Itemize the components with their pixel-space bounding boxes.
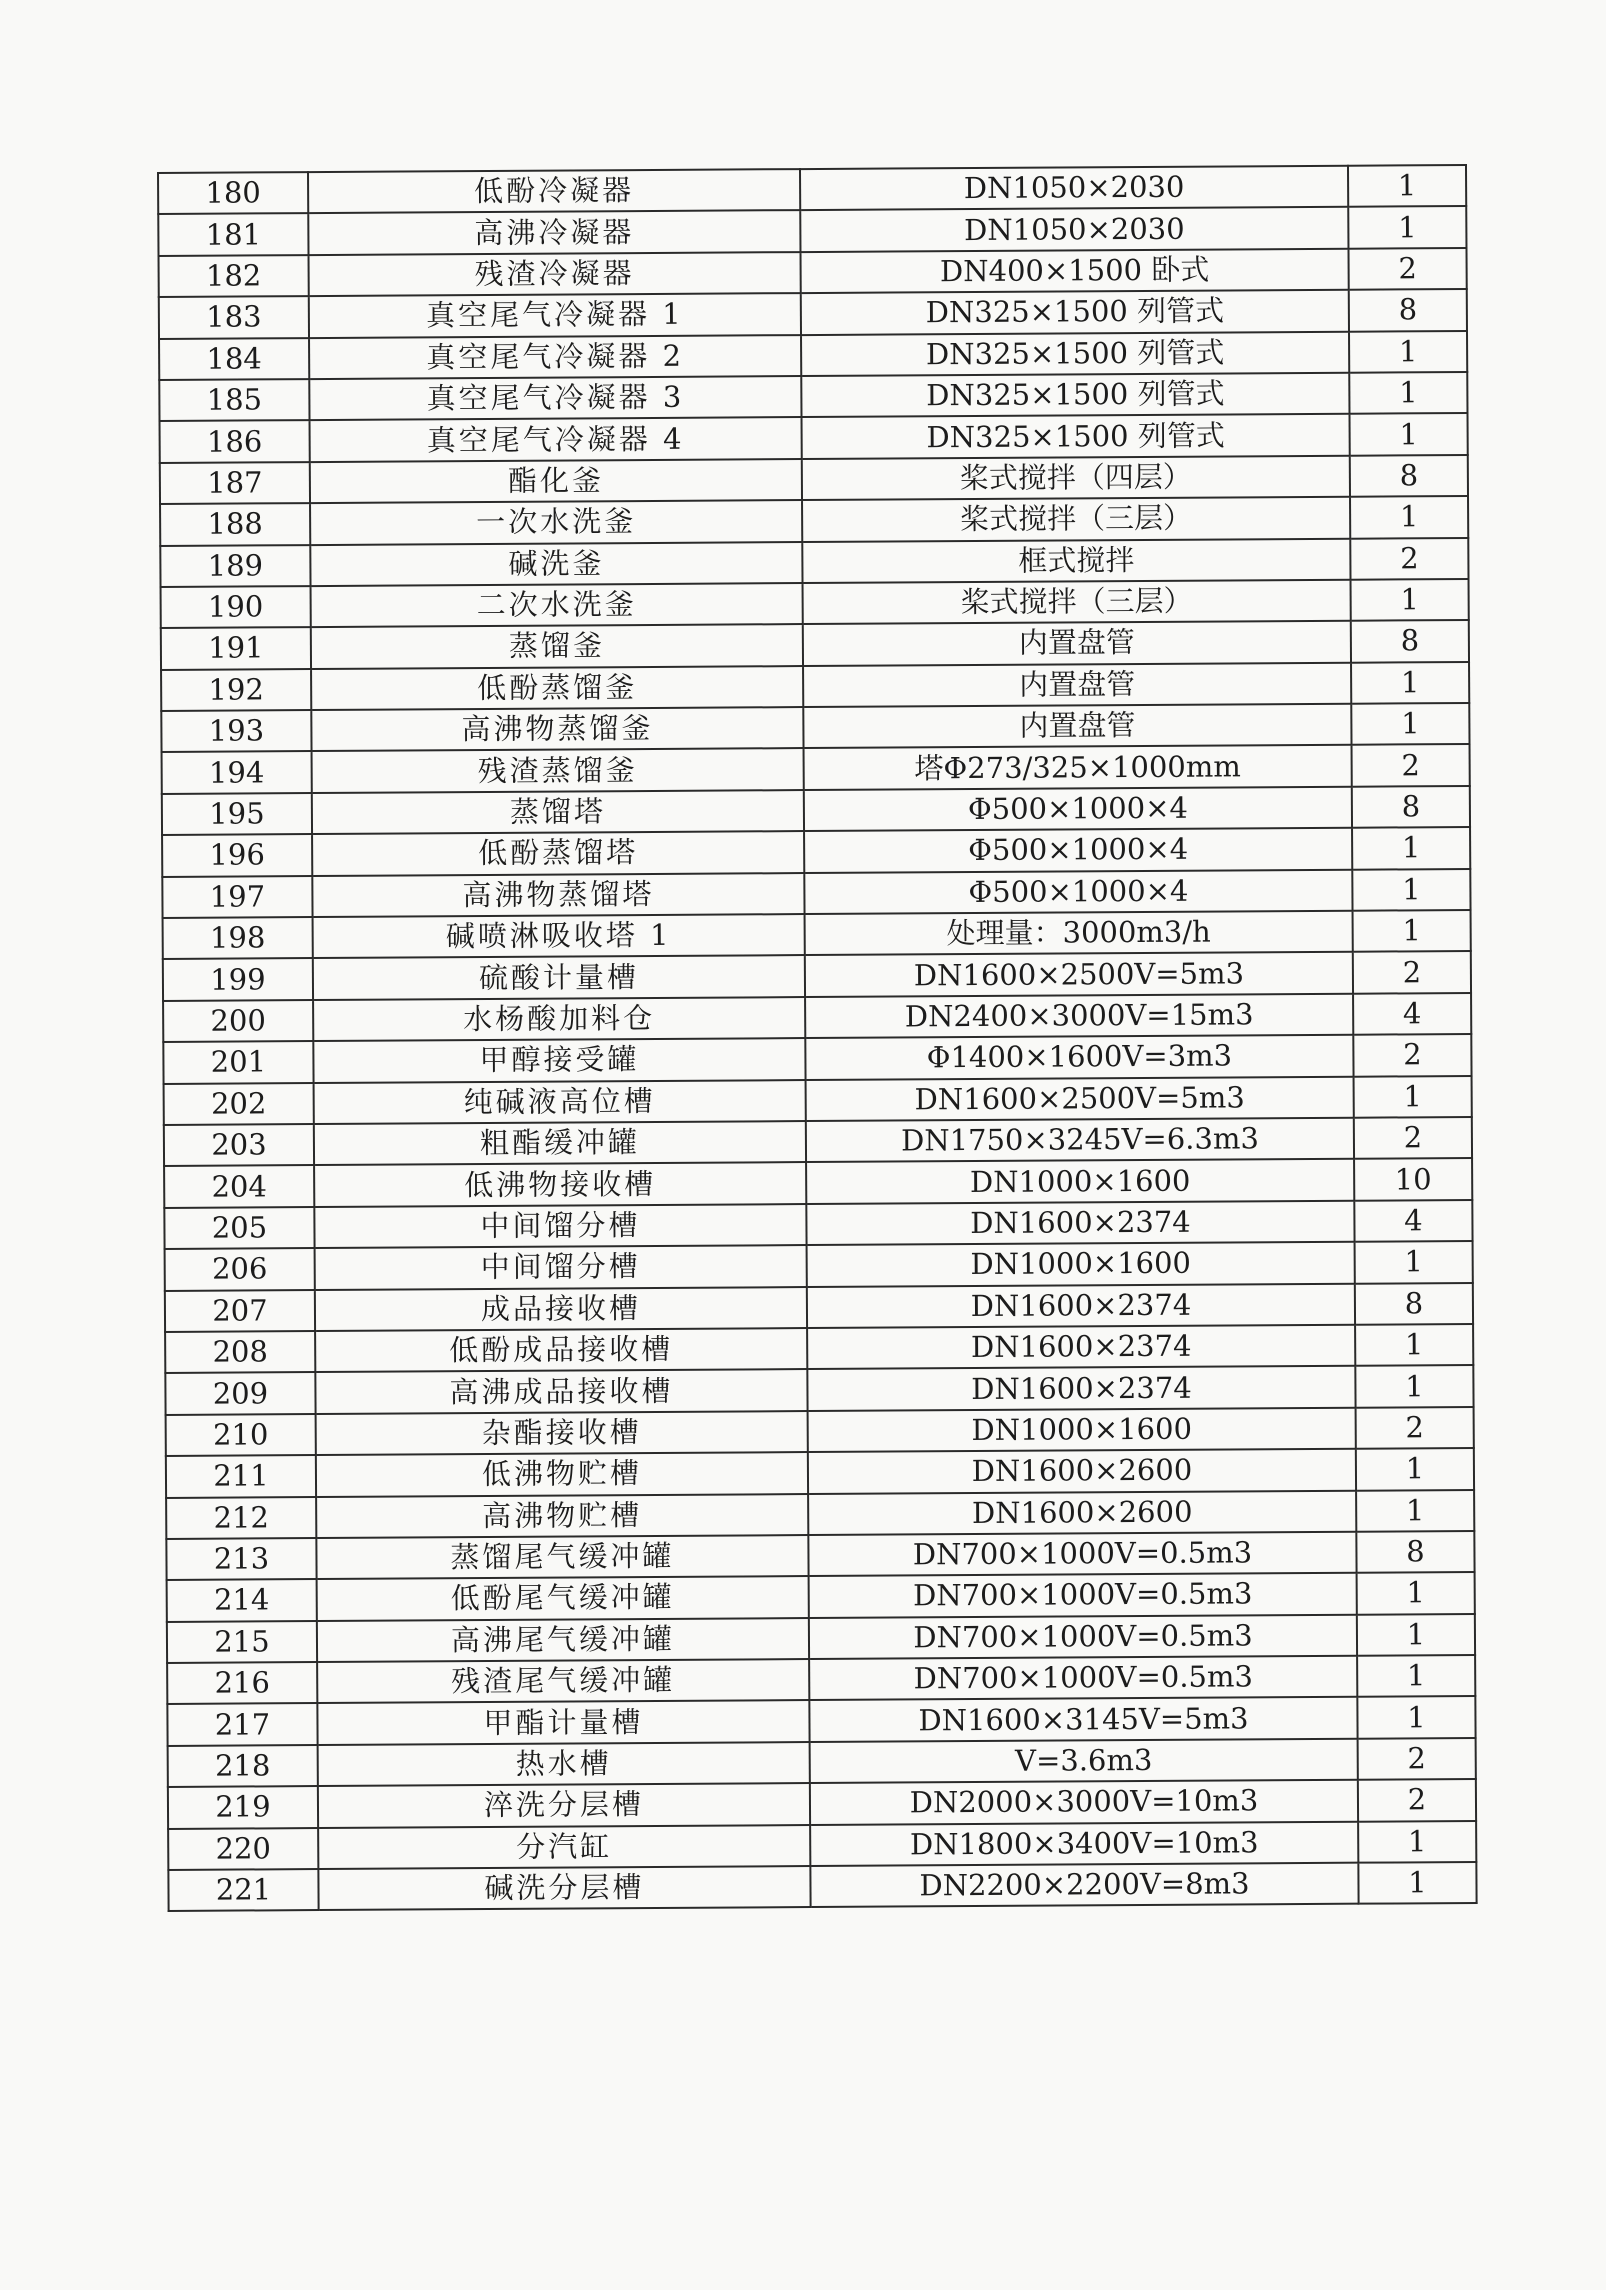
quantity-cell: 1 [1357, 1614, 1475, 1656]
equipment-name-cell: 低沸物贮槽 [316, 1452, 808, 1496]
quantity-cell: 8 [1351, 620, 1469, 662]
row-number-cell: 207 [165, 1290, 315, 1332]
specification-cell: DN1000×1600 [808, 1407, 1356, 1452]
equipment-name-cell: 二次水洗釜 [311, 583, 803, 627]
equipment-name-cell: 低酚蒸馏塔 [312, 831, 804, 875]
quantity-cell: 2 [1358, 1779, 1476, 1821]
specification-cell: DN1600×2600 [808, 1449, 1356, 1494]
quantity-cell: 1 [1355, 1241, 1473, 1283]
row-number-cell: 188 [160, 503, 310, 545]
quantity-cell: 1 [1358, 1821, 1476, 1863]
row-number-cell: 193 [161, 710, 311, 752]
specification-cell: DN1600×2374 [806, 1200, 1354, 1245]
quantity-cell: 1 [1356, 1448, 1474, 1490]
row-number-cell: 211 [166, 1455, 316, 1497]
row-number-cell: 208 [165, 1331, 315, 1373]
row-number-cell: 205 [164, 1207, 314, 1249]
row-number-cell: 218 [168, 1745, 318, 1787]
specification-cell: DN400×1500 卧式 [800, 249, 1348, 294]
row-number-cell: 201 [163, 1041, 313, 1083]
row-number-cell: 198 [163, 917, 313, 959]
quantity-cell: 2 [1350, 538, 1468, 580]
row-number-cell: 185 [159, 379, 309, 421]
quantity-cell: 2 [1358, 1738, 1476, 1780]
equipment-name-cell: 残渣冷凝器 [309, 252, 801, 296]
quantity-cell: 8 [1350, 455, 1468, 497]
specification-cell: Φ500×1000×4 [804, 787, 1352, 832]
specification-cell: DN325×1500 列管式 [801, 331, 1349, 376]
row-number-cell: 199 [163, 958, 313, 1000]
equipment-name-cell: 低沸物接收槽 [314, 1162, 806, 1206]
specification-cell: DN1050×2030 [800, 207, 1348, 252]
equipment-name-cell: 高沸成品接收槽 [315, 1369, 807, 1413]
row-number-cell: 200 [163, 1000, 313, 1042]
specification-cell: DN1600×2374 [807, 1366, 1355, 1411]
quantity-cell: 1 [1352, 827, 1470, 869]
specification-cell: DN1000×1600 [806, 1159, 1354, 1204]
equipment-name-cell: 酯化釜 [310, 459, 802, 503]
equipment-name-cell: 淬洗分层槽 [318, 1783, 810, 1827]
row-number-cell: 181 [158, 213, 308, 255]
specification-cell: 桨式搅拌（三层） [803, 580, 1351, 625]
quantity-cell: 1 [1348, 206, 1466, 248]
quantity-cell: 2 [1354, 1117, 1472, 1159]
quantity-cell: 8 [1356, 1531, 1474, 1573]
equipment-name-cell: 杂酯接收槽 [316, 1411, 808, 1455]
quantity-cell: 8 [1349, 289, 1467, 331]
equipment-name-cell: 分汽缸 [318, 1825, 810, 1869]
specification-cell: DN700×1000V=0.5m3 [809, 1573, 1357, 1618]
equipment-name-cell: 高沸物蒸馏塔 [312, 873, 804, 917]
quantity-cell: 1 [1356, 1489, 1474, 1531]
specification-cell: DN1600×3145V=5m3 [809, 1697, 1357, 1742]
quantity-cell: 8 [1355, 1283, 1473, 1325]
row-number-cell: 214 [167, 1579, 317, 1621]
quantity-cell: 2 [1352, 744, 1470, 786]
equipment-name-cell: 残渣蒸馏釜 [312, 749, 804, 793]
specification-cell: 桨式搅拌（四层） [802, 455, 1350, 500]
quantity-cell: 8 [1352, 786, 1470, 828]
quantity-cell: 1 [1351, 662, 1469, 704]
specification-cell: DN1600×2500V=5m3 [805, 952, 1353, 997]
row-number-cell: 212 [166, 1497, 316, 1539]
row-number-cell: 204 [164, 1165, 314, 1207]
row-number-cell: 197 [162, 876, 312, 918]
equipment-name-cell: 残渣尾气缓冲罐 [317, 1659, 809, 1703]
quantity-cell: 1 [1354, 1076, 1472, 1118]
row-number-cell: 216 [167, 1662, 317, 1704]
specification-cell: Φ500×1000×4 [804, 869, 1352, 914]
specification-cell: 桨式搅拌（三层） [802, 497, 1350, 542]
row-number-cell: 194 [162, 752, 312, 794]
quantity-cell: 1 [1348, 165, 1466, 207]
specification-cell: DN700×1000V=0.5m3 [809, 1656, 1357, 1701]
specification-cell: Φ1400×1600V=3m3 [805, 1035, 1353, 1080]
equipment-name-cell: 真空尾气冷凝器 2 [309, 335, 801, 379]
equipment-name-cell: 热水槽 [318, 1742, 810, 1786]
row-number-cell: 190 [161, 586, 311, 628]
quantity-cell: 1 [1357, 1696, 1475, 1738]
quantity-cell: 1 [1358, 1862, 1476, 1904]
specification-cell: DN1000×1600 [807, 1242, 1355, 1287]
specification-cell: DN1750×3245V=6.3m3 [806, 1118, 1354, 1163]
equipment-name-cell: 蒸馏釜 [311, 624, 803, 668]
specification-cell: DN1600×2374 [807, 1325, 1355, 1370]
quantity-cell: 1 [1353, 910, 1471, 952]
row-number-cell: 202 [164, 1083, 314, 1125]
quantity-cell: 2 [1348, 248, 1466, 290]
equipment-name-cell: 一次水洗釜 [310, 500, 802, 544]
equipment-table-body [158, 165, 1477, 1911]
equipment-name-cell: 高沸物蒸馏釜 [311, 707, 803, 751]
row-number-cell: 183 [159, 296, 309, 338]
specification-cell: V=3.6m3 [810, 1739, 1358, 1784]
specification-cell: DN1800×3400V=10m3 [810, 1821, 1358, 1866]
equipment-name-cell: 碱喷淋吸收塔 1 [313, 914, 805, 958]
equipment-name-cell: 低酚冷凝器 [308, 169, 800, 213]
quantity-cell: 1 [1351, 703, 1469, 745]
row-number-cell: 220 [168, 1828, 318, 1870]
specification-cell: DN1600×2500V=5m3 [806, 1076, 1354, 1121]
row-number-cell: 189 [160, 545, 310, 587]
specification-cell: 塔Φ273/325×1000mm [804, 745, 1352, 790]
specification-cell: DN1050×2030 [800, 166, 1348, 211]
quantity-cell: 4 [1354, 1200, 1472, 1242]
equipment-name-cell: 纯碱液高位槽 [314, 1080, 806, 1124]
quantity-cell: 1 [1349, 372, 1467, 414]
equipment-name-cell: 真空尾气冷凝器 4 [310, 417, 802, 461]
row-number-cell: 215 [167, 1621, 317, 1663]
specification-cell: DN2000×3000V=10m3 [810, 1780, 1358, 1825]
row-number-cell: 206 [165, 1248, 315, 1290]
equipment-table [157, 164, 1478, 1912]
equipment-name-cell: 碱洗分层槽 [318, 1866, 810, 1910]
equipment-name-cell: 高沸尾气缓冲罐 [317, 1618, 809, 1662]
specification-cell: 处理量：3000m3/h [805, 911, 1353, 956]
equipment-name-cell: 碱洗釜 [310, 542, 802, 586]
specification-cell: DN2200×2200V=8m3 [810, 1863, 1358, 1908]
equipment-name-cell: 真空尾气冷凝器 3 [309, 376, 801, 420]
specification-cell: DN700×1000V=0.5m3 [808, 1532, 1356, 1577]
quantity-cell: 10 [1354, 1158, 1472, 1200]
row-number-cell: 196 [162, 834, 312, 876]
specification-cell: Φ500×1000×4 [804, 828, 1352, 873]
quantity-cell: 1 [1351, 579, 1469, 621]
equipment-name-cell: 水杨酸加料仓 [313, 997, 805, 1041]
equipment-name-cell: 高沸冷凝器 [308, 210, 800, 254]
row-number-cell: 186 [160, 420, 310, 462]
row-number-cell: 221 [168, 1869, 318, 1911]
row-number-cell: 203 [164, 1124, 314, 1166]
quantity-cell: 1 [1349, 331, 1467, 373]
quantity-cell: 2 [1353, 1034, 1471, 1076]
specification-cell: 内置盘管 [803, 621, 1351, 666]
quantity-cell: 1 [1352, 869, 1470, 911]
row-number-cell: 195 [162, 793, 312, 835]
equipment-name-cell: 中间馏分槽 [314, 1204, 806, 1248]
row-number-cell: 210 [166, 1414, 316, 1456]
quantity-cell: 1 [1357, 1655, 1475, 1697]
equipment-name-cell: 甲酯计量槽 [317, 1700, 809, 1744]
quantity-cell: 1 [1350, 496, 1468, 538]
equipment-name-cell: 蒸馏塔 [312, 790, 804, 834]
row-number-cell: 187 [160, 462, 310, 504]
specification-cell: DN325×1500 列管式 [802, 414, 1350, 459]
equipment-name-cell: 低酚尾气缓冲罐 [317, 1576, 809, 1620]
equipment-name-cell: 甲醇接受罐 [313, 1038, 805, 1082]
quantity-cell: 4 [1353, 993, 1471, 1035]
quantity-cell: 2 [1353, 951, 1471, 993]
specification-cell: DN700×1000V=0.5m3 [809, 1614, 1357, 1659]
equipment-name-cell: 低酚成品接收槽 [315, 1328, 807, 1372]
equipment-name-cell: 高沸物贮槽 [316, 1494, 808, 1538]
row-number-cell: 213 [166, 1538, 316, 1580]
row-number-cell: 191 [161, 627, 311, 669]
specification-cell: DN1600×2374 [807, 1283, 1355, 1328]
row-number-cell: 209 [165, 1372, 315, 1414]
equipment-name-cell: 硫酸计量槽 [313, 955, 805, 999]
equipment-name-cell: 中间馏分槽 [315, 1245, 807, 1289]
quantity-cell: 1 [1355, 1324, 1473, 1366]
equipment-name-cell: 粗酯缓冲罐 [314, 1121, 806, 1165]
specification-cell: DN1600×2600 [808, 1490, 1356, 1535]
quantity-cell: 2 [1356, 1407, 1474, 1449]
table-row [168, 1862, 1476, 1911]
row-number-cell: 217 [167, 1704, 317, 1746]
row-number-cell: 182 [159, 255, 309, 297]
row-number-cell: 192 [161, 669, 311, 711]
specification-cell: 内置盘管 [803, 704, 1351, 749]
equipment-name-cell: 低酚蒸馏釜 [311, 666, 803, 710]
quantity-cell: 1 [1350, 413, 1468, 455]
specification-cell: DN325×1500 列管式 [801, 373, 1349, 418]
quantity-cell: 1 [1355, 1365, 1473, 1407]
row-number-cell: 184 [159, 338, 309, 380]
equipment-name-cell: 成品接收槽 [315, 1287, 807, 1331]
specification-cell: DN2400×3000V=15m3 [805, 994, 1353, 1039]
specification-cell: DN325×1500 列管式 [801, 290, 1349, 335]
row-number-cell: 219 [168, 1786, 318, 1828]
quantity-cell: 1 [1357, 1572, 1475, 1614]
row-number-cell: 180 [158, 172, 308, 214]
equipment-name-cell: 真空尾气冷凝器 1 [309, 293, 801, 337]
equipment-name-cell: 蒸馏尾气缓冲罐 [316, 1535, 808, 1579]
specification-cell: 框式搅拌 [802, 538, 1350, 583]
specification-cell: 内置盘管 [803, 662, 1351, 707]
